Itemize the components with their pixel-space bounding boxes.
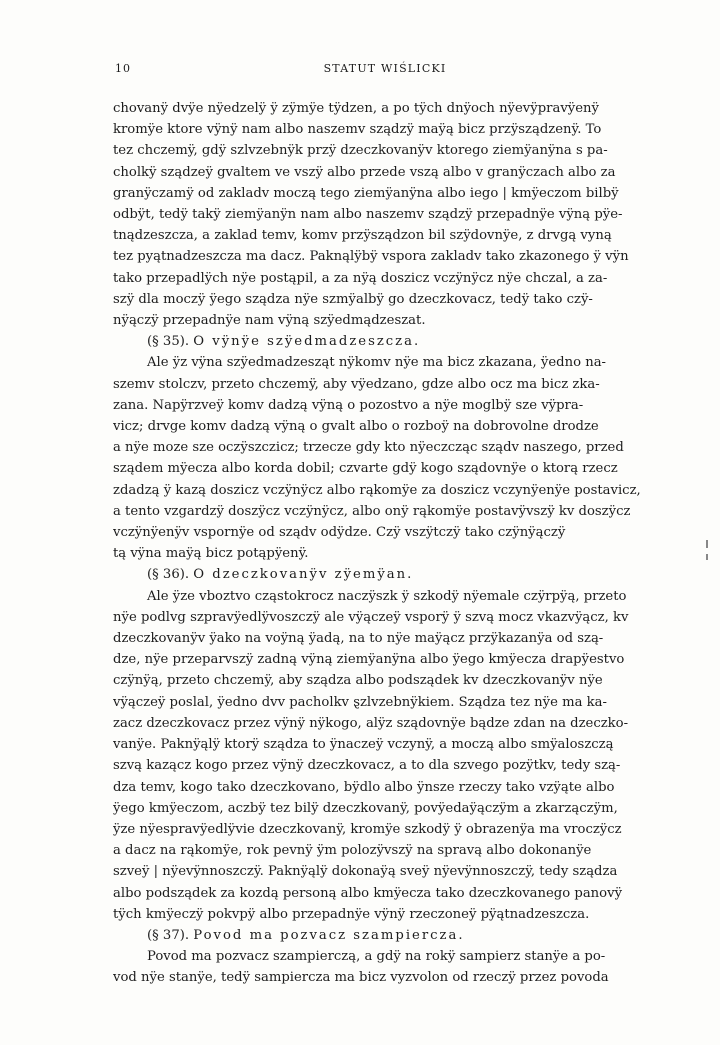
text-line: Ale ÿze vboztvo cząstokrocz naczÿszk ÿ szkodÿ nÿemale czÿrpÿą, przeto	[147, 588, 627, 604]
text-line: sządem mÿecza albo korda dobil; czvarte gdÿ kogo sządovnÿe o ktorą rzecz	[113, 461, 618, 477]
text-line: ÿego kmÿeczom, aczbÿ tez bilÿ dzeczkovanÿ, povÿedaÿączÿm a zkarzączÿm,	[113, 800, 618, 816]
section-title: Povod ma pozvacz szampiercza.	[193, 927, 465, 943]
text-line: szveÿ | nÿevÿnnoszczÿ. Paknÿąlÿ dokonaÿą sveÿ nÿevÿnnoszczÿ, tedy sządza	[113, 864, 618, 880]
text-line: zdadzą ÿ kazą doszicz vczÿnÿcz albo rąkomÿe za doszicz vczynÿenÿe postavicz,	[113, 482, 641, 498]
section-heading	[113, 331, 657, 352]
page-header	[115, 62, 655, 82]
text-line: tÿch kmÿeczÿ pokvpÿ albo przepadnÿe vÿnÿ rzeczoneÿ pÿątnadzeszcza.	[113, 906, 590, 922]
text-line: tako przepadlÿch nÿe postąpil, a za nÿą doszicz vczÿnÿcz nÿe chczal, a za-	[113, 270, 608, 286]
text-line: tez chczemÿ, gdÿ szlvzebnÿk przÿ dzeczkovanÿv ktorego ziemÿanÿna s pa-	[113, 143, 608, 159]
section-number: (§ 35).	[147, 334, 190, 350]
text-line: ÿze nÿespravÿedlÿvie dzeczkovanÿ, kromÿe szkodÿ ÿ obrazenÿa ma vroczÿcz	[113, 821, 622, 837]
text-line: a tento vzgardzÿ doszÿcz vczÿnÿcz, albo onÿ rąkomÿe postavÿvszÿ kv doszÿcz	[113, 503, 631, 519]
text-line: albo podsządek za kozdą personą albo kmÿecza tako dzeczkovanego panovÿ	[113, 885, 623, 901]
text-line: vicz; drvge komv dadzą vÿną o gvalt albo o rozboÿ na dobrovolne drodze	[113, 419, 599, 435]
opening-paragraph	[113, 98, 657, 331]
text-line: dzeczkovanÿv ÿako na voÿną ÿadą, na to nÿe maÿącz przÿkazanÿa od szą-	[113, 631, 604, 647]
section-37	[113, 925, 657, 989]
page-number: 10	[115, 62, 131, 75]
section-number: (§ 36).	[147, 567, 190, 583]
text-line: nÿączÿ przepadnÿe nam vÿną szÿedmądzeszat.	[113, 313, 426, 329]
text-line: szemv stolczv, przeto chczemÿ, aby vÿedzano, gdze albo ocz ma bicz zka-	[113, 376, 600, 392]
section-title: O dzeczkovanÿv zÿemÿan.	[193, 567, 414, 583]
text-line: czÿnÿą, przeto chczemÿ, aby sządza albo podsządek kv dzeczkovanÿv nÿe	[113, 673, 603, 689]
text-line: cholkÿ sządzeÿ gvaltem ve vszÿ albo przede vszą albo v granÿczach albo za	[113, 164, 616, 180]
text-line: vczÿnÿenÿv vspornÿe od sządv odÿdze. Czÿ vszÿtczÿ tako czÿnÿączÿ	[113, 525, 566, 541]
section-35	[113, 331, 657, 564]
text-line: a nÿe moze sze oczÿszczicz; trzecze gdy kto nÿeczcząc sządv naszego, przed	[113, 440, 624, 456]
section-title: O vÿnÿe szÿedmadzeszcza.	[193, 334, 421, 350]
text-line: zacz dzeczkovacz przez vÿnÿ nÿkogo, alÿz sządovnÿe bądze zdan na dzeczko-	[113, 715, 629, 731]
text-line: nÿe podlvg szpravÿedlÿvoszczÿ ale vÿączeÿ vsporÿ ÿ szvą mocz vkazvÿącz, kv	[113, 609, 629, 625]
text-line: dze, nÿe przeparvszÿ zadną vÿną ziemÿanÿna albo ÿego kmÿecza drapÿestvo	[113, 652, 625, 668]
text-line: zana. Napÿrzveÿ komv dadzą vÿną o pozostvo a nÿe moglbÿ sze vÿpra-	[113, 397, 584, 413]
text-line: tnądzeszcza, a zaklad temv, komv przÿsządzon bil szÿdovnÿe, z drvgą vyną	[113, 228, 612, 244]
text-line: Ale ÿz vÿna szÿedmadzesząt nÿkomv nÿe ma bicz zkazana, ÿedno na-	[147, 355, 607, 371]
text-line: vÿączeÿ poslal, ÿedno dvv pacholkv ȿzlvzebnÿkiem. Sządza tez nÿe ma ka-	[113, 694, 607, 710]
section-heading	[113, 564, 657, 585]
text-line: dza temv, kogo tako dzeczkovano, bÿdlo albo ÿnsze rzeczy tako vzÿąte albo	[113, 779, 615, 795]
text-line: vanÿe. Paknÿąlÿ ktorÿ sządza to ÿnaczeÿ vczynÿ, a moczą albo smÿaloszczą	[113, 737, 614, 753]
section-number: (§ 37).	[147, 927, 190, 943]
text-line: kromÿe ktore vÿnÿ nam albo naszemv sządzÿ maÿą bicz przÿsządzenÿ. To	[113, 122, 602, 138]
text-line: chovanÿ dvÿe nÿedzelÿ ÿ zÿmÿe tÿdzen, a po tÿch dnÿoch nÿevÿpravÿenÿ	[113, 101, 599, 116]
body-text	[113, 98, 657, 989]
text-line: tez pyątnadzeszcza ma dacz. Paknąlÿbÿ vspora zakladv tako zkazonego ÿ vÿn	[113, 249, 629, 265]
text-line: Povod ma pozvacz szampierczą, a gdÿ na rokÿ sampierz stanÿe a po-	[147, 949, 606, 965]
running-title: STATUT WIŚLICKI	[323, 62, 447, 75]
section-36	[113, 564, 657, 924]
text-line: a dacz na rąkomÿe, rok pevnÿ ÿm polozÿvszÿ na spravą albo dokonanÿe	[113, 843, 592, 859]
text-line: szÿ dla moczÿ ÿego sządza nÿe szmÿalbÿ go dzeczkovacz, tedÿ tako czÿ-	[113, 291, 593, 307]
section-heading	[113, 925, 657, 946]
margin-mark	[706, 540, 708, 548]
text-line: odbÿt, tedÿ takÿ ziemÿanÿn nam albo naszemv sządzÿ przepadnÿe vÿną pÿe-	[113, 207, 623, 223]
text-line: vod nÿe stanÿe, tedÿ sampiercza ma bicz vyzvolon od rzeczÿ przez povoda	[113, 970, 609, 986]
text-line: granÿczamÿ od zakladv moczą tego ziemÿanÿna albo iego | kmÿeczom bilbÿ	[113, 185, 619, 201]
margin-mark	[706, 554, 708, 560]
text-line: szvą kazącz kogo przez vÿnÿ dzeczkovacz, a to dla szvego pozÿtkv, tedy szą-	[113, 758, 621, 774]
text-line: tą vÿna maÿą bicz potąpÿenÿ.	[113, 546, 309, 562]
